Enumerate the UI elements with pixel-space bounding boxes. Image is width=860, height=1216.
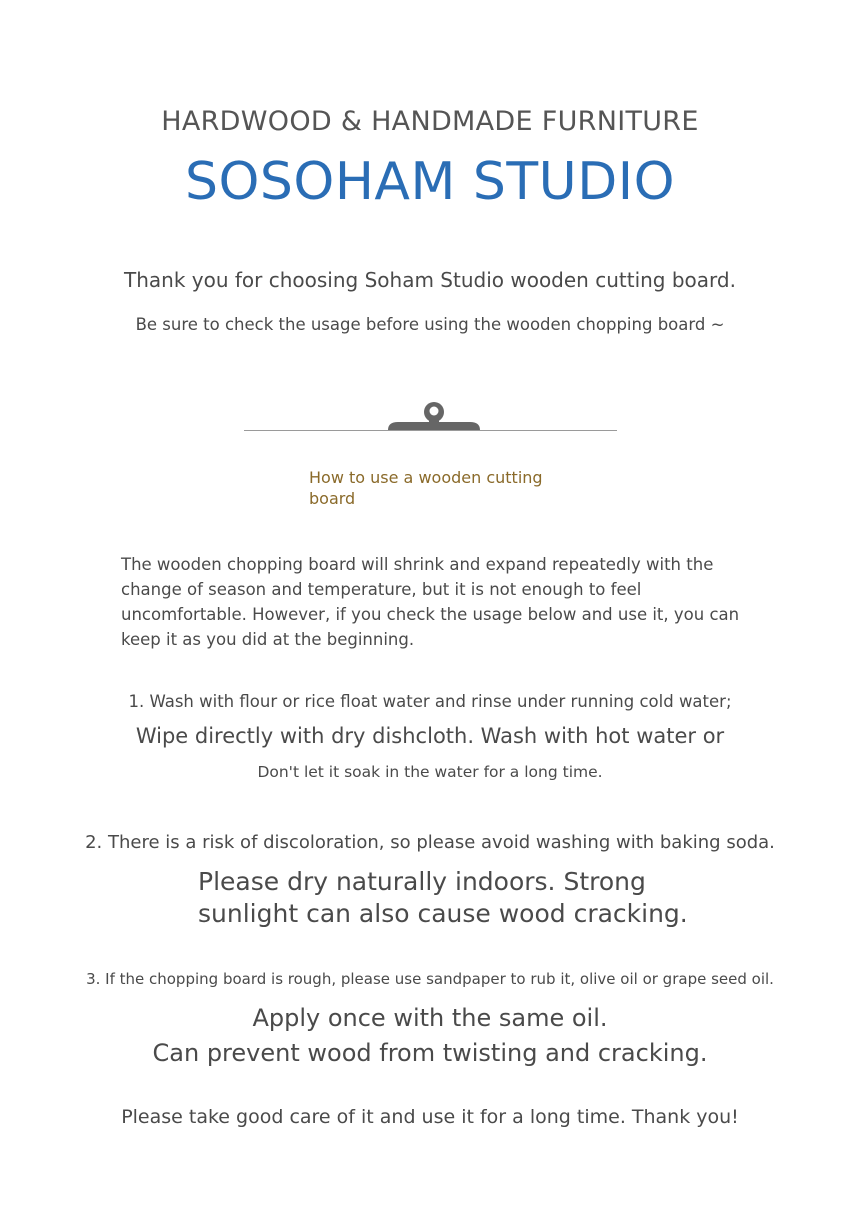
- brand-title: SOSOHAM STUDIO: [184, 152, 676, 212]
- step-2-line-2: Please dry naturally indoors. Strong sunlight can also cause wood cracking.: [198, 867, 688, 928]
- step-3-line-2: Apply once with the same oil. Can prevent wood from twisting and cracking.: [152, 1004, 708, 1067]
- usage-notice: Be sure to check the usage before using the wooden chopping board ~: [135, 315, 725, 334]
- section-title: How to use a wooden cutting board: [309, 468, 543, 508]
- step-2-line-1: 2. There is a risk of discoloration, so please avoid washing with baking soda.: [85, 832, 775, 853]
- intro-paragraph: The wooden chopping board will shrink and expand repeatedly with the change of season and temperature, but it is not enough to feel uncomfortable. However, if you check the usage below and use it, you can keep it as you did at the beginning.: [121, 555, 740, 649]
- closing-text: Please take good care of it and use it for a long time. Thank you!: [121, 1106, 739, 1128]
- tagline: HARDWOOD & HANDMADE FURNITURE: [161, 106, 699, 137]
- step-3-line-1: 3. If the chopping board is rough, please use sandpaper to rub it, olive oil or grape seed oil.: [86, 970, 774, 988]
- hanger-icon: [386, 400, 482, 432]
- step-1-line-1: 1. Wash with flour or rice float water and rinse under running cold water;: [128, 692, 732, 711]
- thank-you-text: Thank you for choosing Soham Studio wooden cutting board.: [124, 268, 736, 292]
- step-1-line-3: Don't let it soak in the water for a long time.: [257, 763, 603, 781]
- step-1-line-2: Wipe directly with dry dishcloth. Wash with hot water or: [135, 724, 725, 748]
